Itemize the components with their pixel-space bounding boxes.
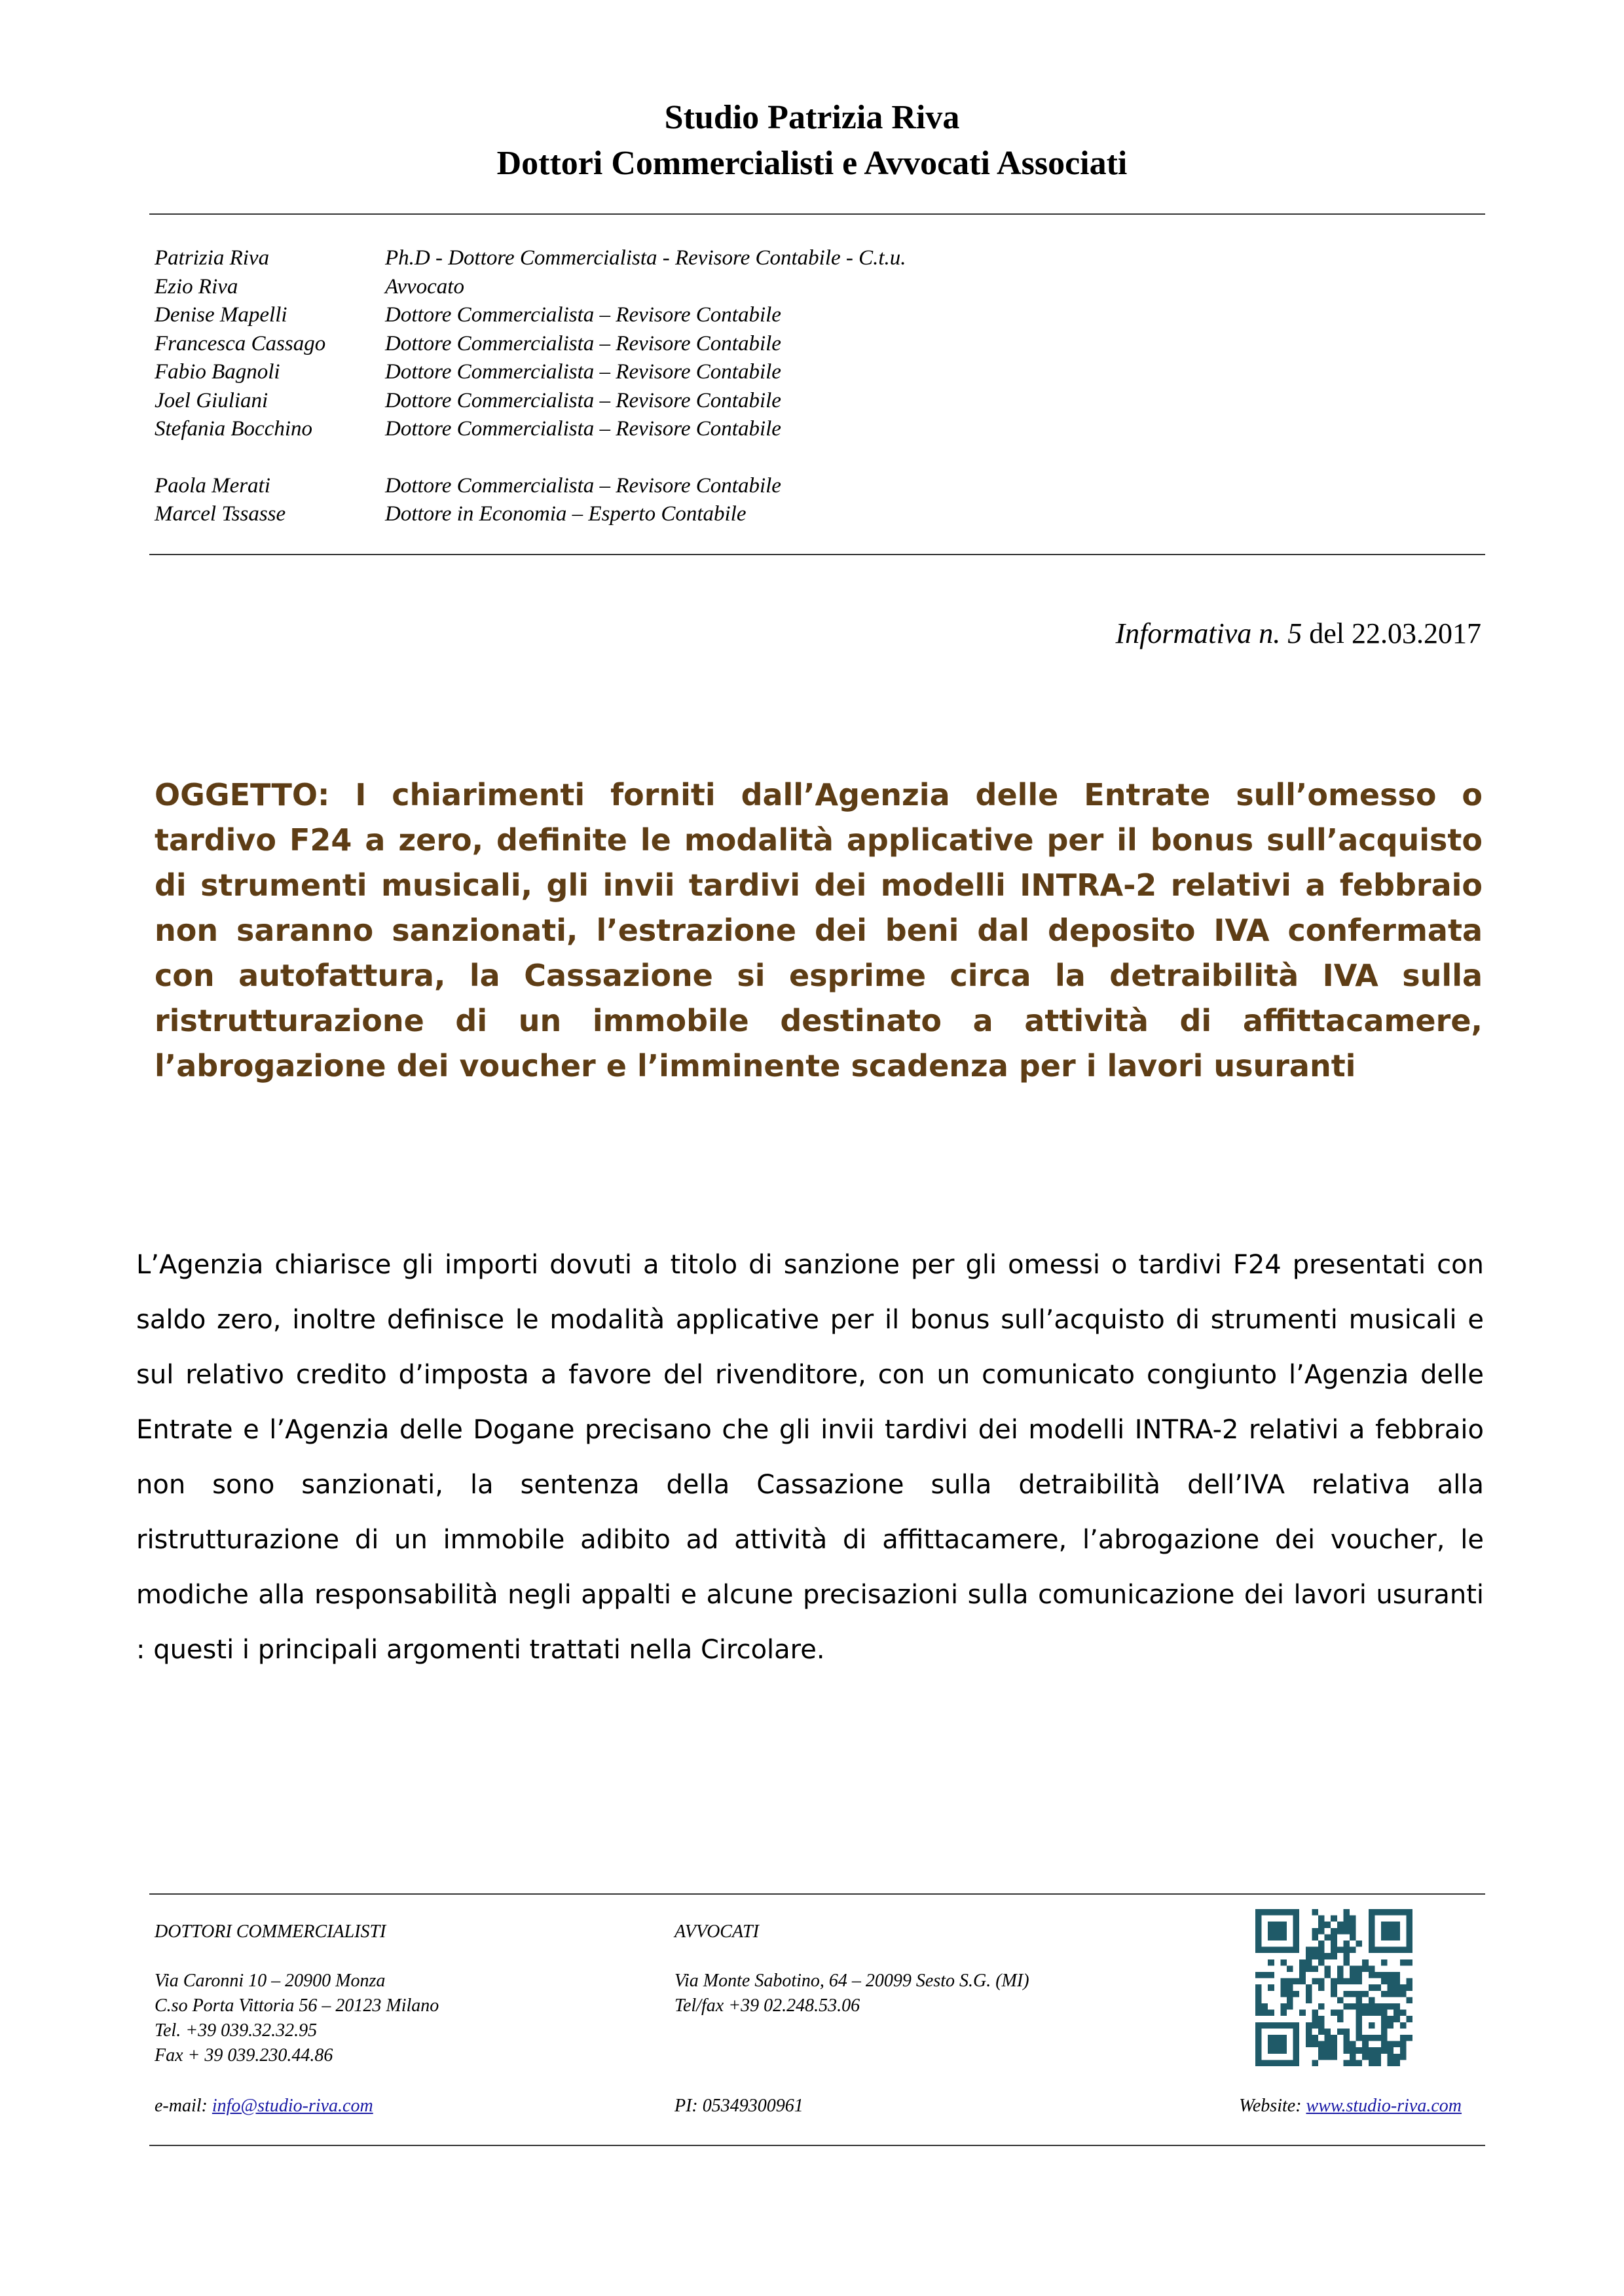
website-label: Website: — [1239, 2096, 1306, 2116]
staff-row — [155, 387, 906, 416]
address-monza: Via Caronni 10 – 20900 Monza — [155, 1971, 386, 1991]
staff-role: Dottore Commercialista – Revisore Contabile — [385, 331, 781, 355]
staff-row — [155, 500, 906, 529]
footer-divider-bottom — [149, 2145, 1485, 2146]
firm-name: Studio Patrizia Riva — [664, 99, 960, 136]
staff-role: Ph.D - Dottore Commercialista - Revisore Contabile - C.t.u. — [385, 246, 906, 270]
address-sesto: Via Monte Sabotino, 64 – 20099 Sesto S.G. (MI) — [674, 1971, 1029, 1991]
address-milano: C.so Porta Vittoria 56 – 20123 Milano — [155, 1995, 439, 2016]
footer-vat-number: PI: 05349300961 — [674, 2096, 803, 2116]
staff-name: Ezio Riva — [155, 274, 238, 299]
staff-row — [155, 273, 906, 302]
staff-name: Denise Mapelli — [155, 303, 287, 327]
staff-row — [155, 358, 906, 387]
staff-name: Paola Merati — [155, 473, 270, 498]
document-reference — [1115, 617, 1481, 650]
staff-name: Stefania Bocchino — [155, 417, 313, 441]
staff-row — [155, 330, 906, 359]
staff-role: Dottore Commercialista – Revisore Contabile — [385, 388, 781, 412]
phone-number: Tel. +39 039.32.32.95 — [155, 2020, 318, 2041]
website-link[interactable]: www.studio-riva.com — [1306, 2096, 1462, 2116]
staff-row — [155, 415, 906, 444]
informativa-number: Informativa n. 5 — [1115, 617, 1302, 649]
staff-name: Marcel Tssasse — [155, 502, 286, 526]
telfax-number: Tel/fax +39 02.248.53.06 — [674, 1995, 860, 2016]
staff-divider — [149, 554, 1485, 555]
staff-role: Dottore Commercialista – Revisore Contabile — [385, 473, 781, 498]
staff-name: Patrizia Riva — [155, 246, 270, 270]
staff-name: Fabio Bagnoli — [155, 360, 280, 384]
staff-role: Dottore Commercialista – Revisore Contabile — [385, 360, 781, 384]
staff-row — [155, 301, 906, 330]
footer-avvocati-heading: AVVOCATI — [674, 1922, 759, 1942]
footer-website — [1239, 2094, 1462, 2119]
informativa-date: del 22.03.2017 — [1302, 617, 1481, 649]
qr-code-icon — [1249, 1909, 1418, 2066]
footer-email — [155, 2094, 373, 2119]
subject-heading: OGGETTO: I chiarimenti forniti dall’Agenzia delle Entrate sull’omesso o tardivo F24 a zero, definite le modalità applicative per il bonus sull’acquisto di strumenti musicali, gli invii tardivi dei modelli INTRA-2 relativi a febbraio non saranno sanzionati, l’estrazione dei beni dal deposito IVA confermata con autofattura, la Cassazione si esprime circa la detraibilità IVA sulla ristrutturazione di un immobile destinato a attività di affittacamere, l’abrogazione dei voucher e l’imminente scadenza per i lavori usuranti — [155, 777, 1483, 1084]
staff-row — [155, 472, 906, 501]
firm-subtitle: Dottori Commercialisti e Avvocati Associati — [496, 145, 1128, 182]
email-label: e-mail: — [155, 2096, 212, 2116]
staff-name: Francesca Cassago — [155, 331, 326, 355]
footer-divider-top — [149, 1893, 1485, 1895]
footer-avvocati-address — [674, 1969, 1029, 2018]
footer-commercialisti-address — [155, 1969, 439, 2068]
staff-role: Dottore Commercialista – Revisore Contabile — [385, 417, 781, 441]
staff-role: Dottore in Economia – Esperto Contabile — [385, 502, 747, 526]
letterhead — [0, 95, 1624, 187]
staff-role: Dottore Commercialista – Revisore Contabile — [385, 303, 781, 327]
staff-row — [155, 244, 906, 273]
body-paragraph: L’Agenzia chiarisce gli importi dovuti a titolo di sanzione per gli omessi o tardivi F24 presentati con saldo zero, inoltre definisce le modalità applicative per il bonus sull’acquisto di strumenti musicali e sul relativo credito d’imposta a favore del rivenditore, con un comunicato congiunto l’Agenzia delle Entrate e l’Agenzia delle Dogane precisano che gli invii tardivi dei modelli INTRA-2 relativi a febbraio non sono sanzionati, la sentenza della Cassazione sulla detraibilità dell’IVA relativa alla ristrutturazione di un immobile adibito ad attività di affittacamere, l’abrogazione dei voucher, le modiche alla responsabilità negli appalti e alcune precisazioni sulla comunicazione dei lavori usuranti : questi i principali argomenti trattati nella Circolare. — [136, 1250, 1484, 1665]
footer-commercialisti-heading: DOTTORI COMMERCIALISTI — [155, 1922, 386, 1942]
staff-list — [155, 244, 906, 529]
email-link[interactable]: info@studio-riva.com — [212, 2096, 373, 2116]
fax-number: Fax + 39 039.230.44.86 — [155, 2045, 333, 2066]
staff-name: Joel Giuliani — [155, 388, 268, 412]
header-divider — [149, 213, 1485, 215]
staff-role: Avvocato — [385, 274, 464, 299]
